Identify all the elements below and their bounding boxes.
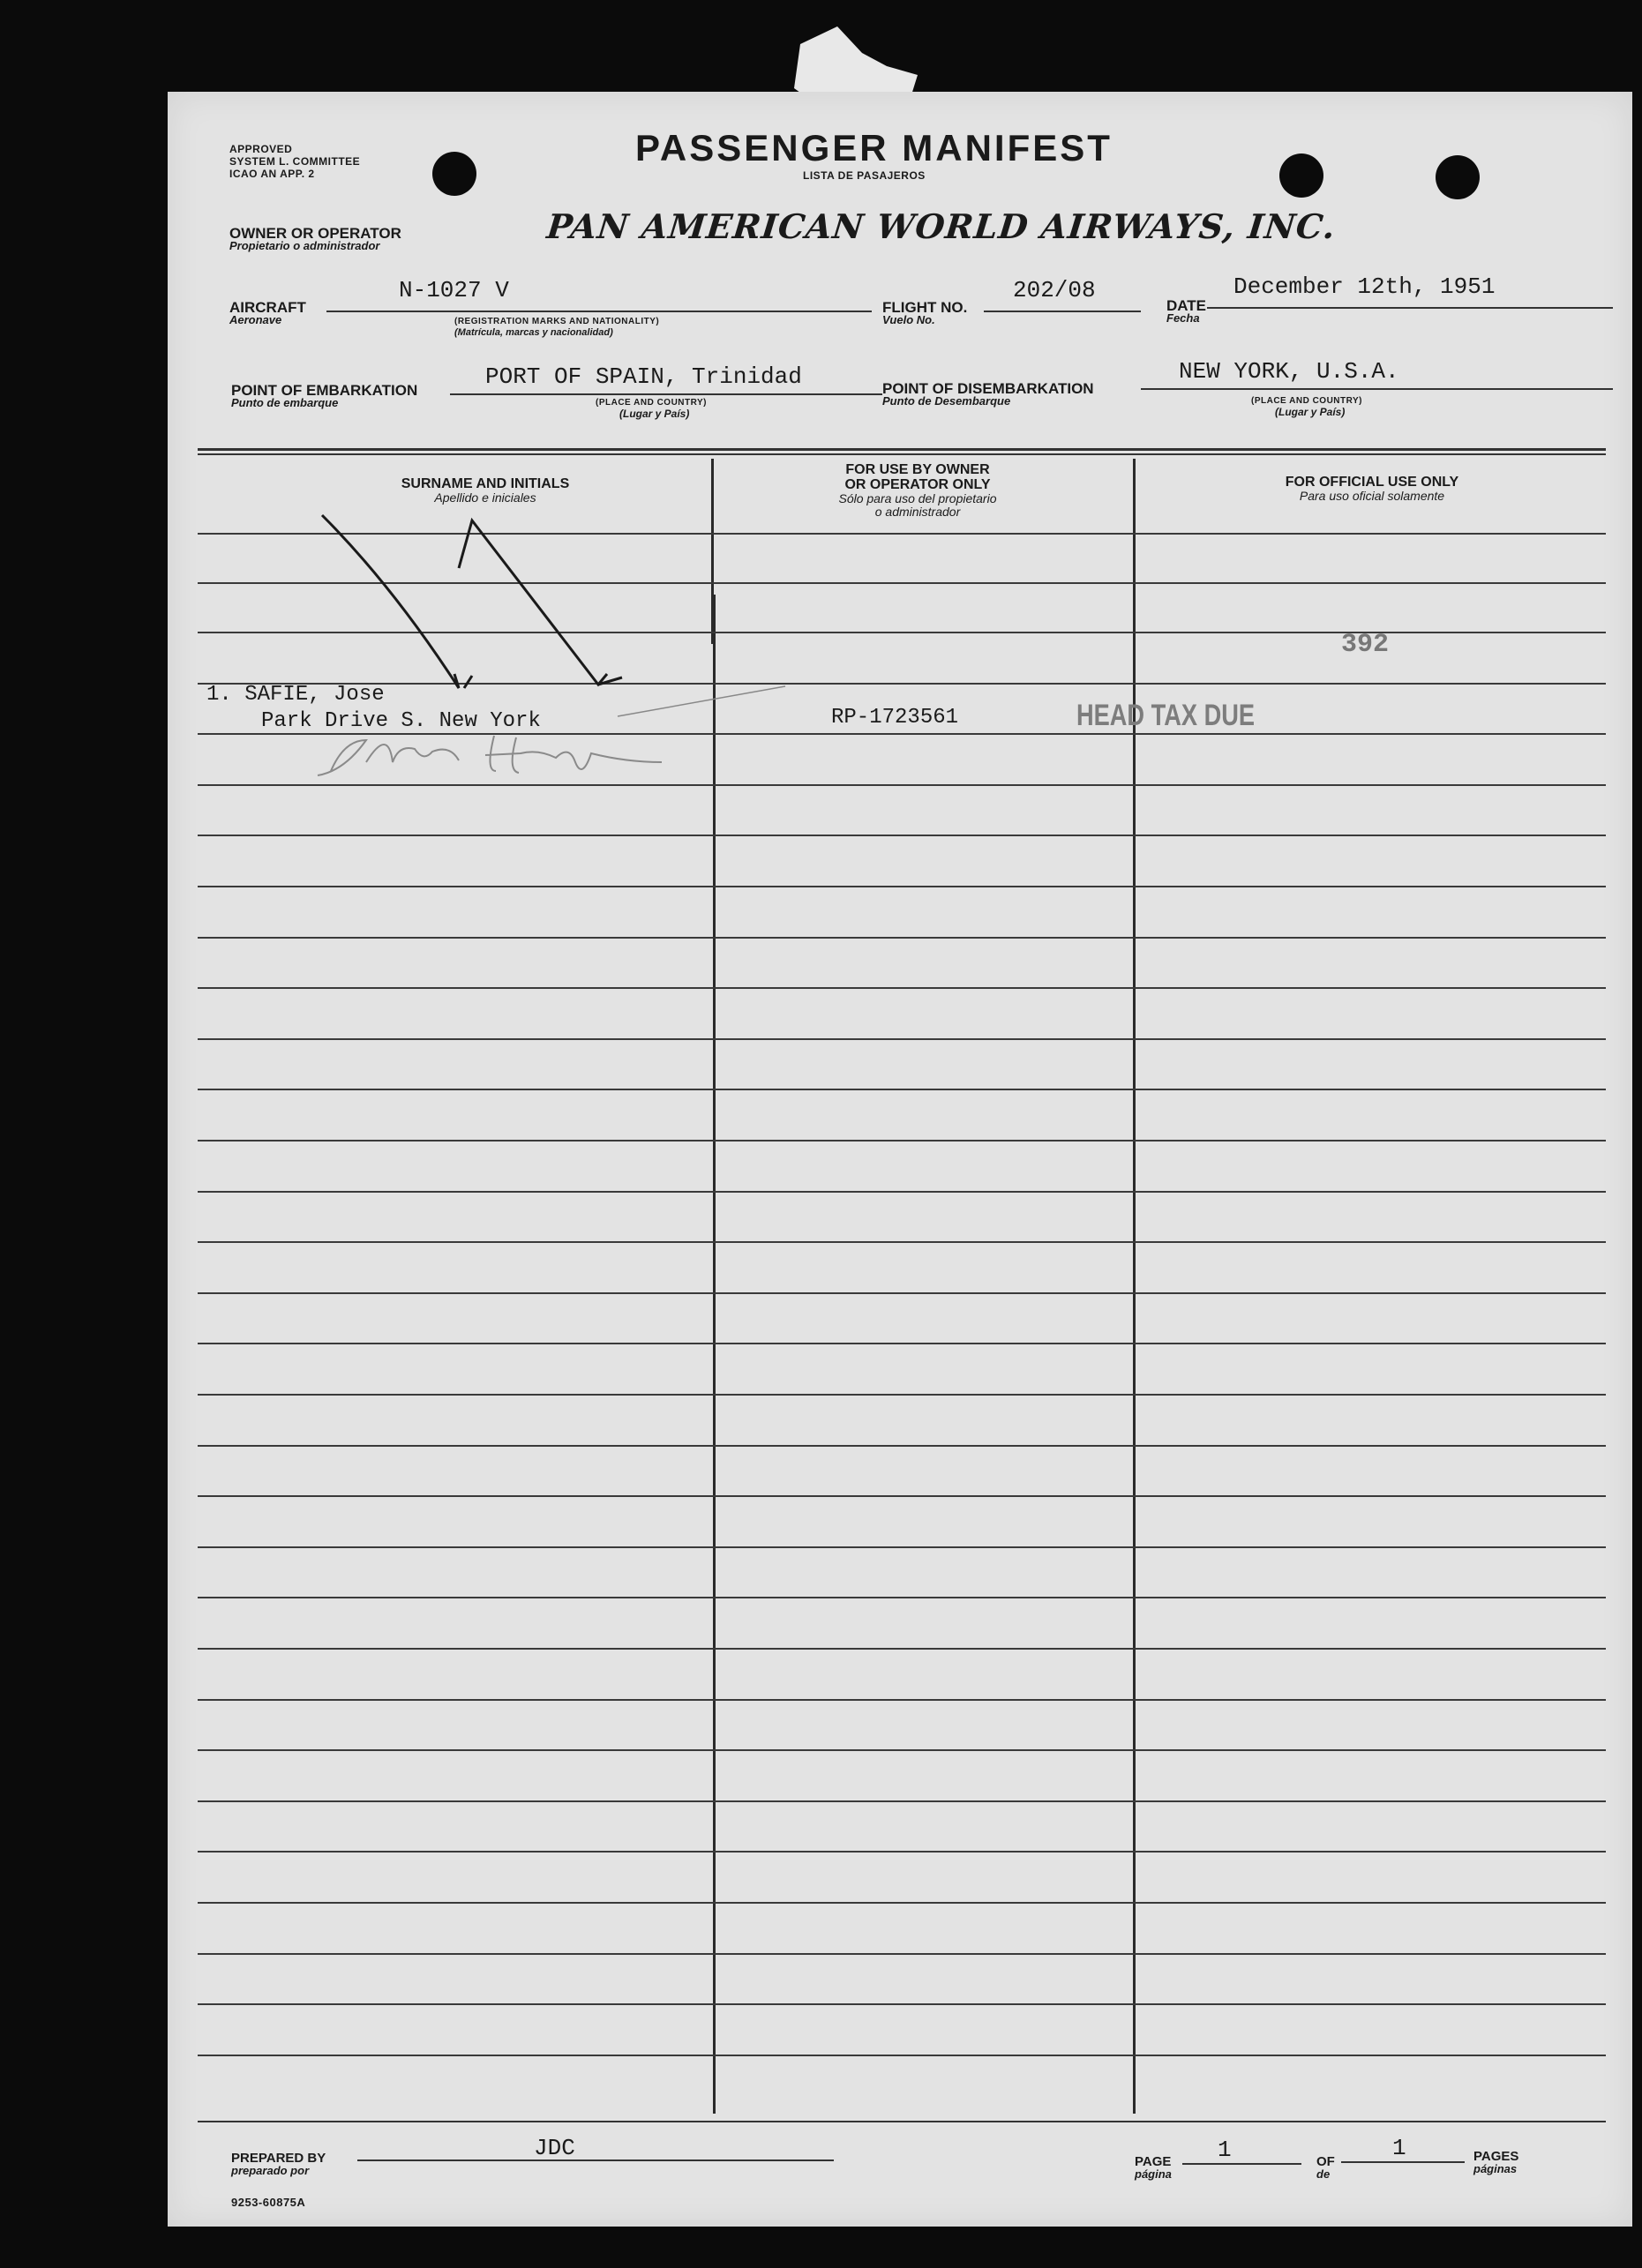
disembark-place-note-es: (Lugar y País) bbox=[1275, 406, 1346, 418]
head-tax-stamp: HEAD TAX DUE bbox=[1076, 699, 1255, 732]
date-label-es: Fecha bbox=[1166, 311, 1200, 325]
aircraft-value: N-1027 V bbox=[399, 277, 509, 303]
page-title: PASSENGER MANIFEST bbox=[635, 127, 1113, 168]
prepared-line bbox=[357, 2159, 834, 2161]
page-value: 1 bbox=[1218, 2137, 1232, 2163]
of-label-es: de bbox=[1316, 2167, 1331, 2181]
embark-value: PORT OF SPAIN, Trinidad bbox=[485, 363, 802, 390]
disembark-value: NEW YORK, U.S.A. bbox=[1179, 358, 1399, 385]
pencil-stroke bbox=[618, 686, 785, 716]
column-header-official: FOR OFFICIAL USE ONLY Para uso oficial solamente bbox=[1285, 475, 1459, 503]
page-title-es: LISTA DE PASAJEROS bbox=[803, 169, 926, 182]
owner-label-es: Propietario o administrador bbox=[229, 239, 380, 252]
prepared-value: JDC bbox=[534, 2135, 575, 2161]
ticket-number: RP-1723561 bbox=[831, 706, 959, 730]
footer-rule bbox=[198, 2121, 1606, 2122]
page-label: PAGE bbox=[1135, 2154, 1172, 2169]
of-label: OF bbox=[1316, 2154, 1335, 2169]
aircraft-label: AIRCRAFT bbox=[229, 299, 306, 316]
column-header-owner: FOR USE BY OWNER OR OPERATOR ONLY Sólo para uso del propietario o administrador bbox=[838, 462, 997, 519]
aircraft-note: (REGISTRATION MARKS AND NATIONALITY) bbox=[454, 317, 660, 326]
flight-value: 202/08 bbox=[1013, 277, 1096, 303]
of-value: 1 bbox=[1392, 2135, 1406, 2161]
of-line bbox=[1341, 2161, 1465, 2163]
flight-label-es: Vuelo No. bbox=[882, 313, 935, 326]
owner-value: PAN AMERICAN WORLD AIRWAYS, INC. bbox=[544, 206, 1338, 246]
date-label: DATE bbox=[1166, 297, 1207, 314]
passenger-name: 1. SAFIE, Jose bbox=[206, 683, 385, 707]
approval-note: APPROVED SYSTEM L. COMMITTEE ICAO AN APP. 2 bbox=[229, 143, 361, 180]
aircraft-label-es: Aeronave bbox=[229, 313, 282, 326]
prepared-label: PREPARED BY bbox=[231, 2151, 326, 2166]
pen-stroke bbox=[459, 520, 622, 685]
handwriting-marks bbox=[168, 92, 1632, 2227]
aircraft-note-es: (Matrícula, marcas y nacionalidad) bbox=[454, 327, 613, 338]
embark-place-note: (PLACE AND COUNTRY) bbox=[596, 398, 707, 408]
embark-label: POINT OF EMBARKATION bbox=[231, 382, 418, 399]
form-code: 9253-60875A bbox=[231, 2196, 306, 2209]
embark-place-note-es: (Lugar y País) bbox=[619, 408, 690, 420]
pen-stroke bbox=[322, 515, 472, 688]
pages-label: PAGES bbox=[1473, 2149, 1519, 2164]
owner-label: OWNER OR OPERATOR bbox=[229, 225, 401, 242]
manifest-sheet bbox=[168, 92, 1632, 2227]
prepared-label-es: preparado por bbox=[231, 2164, 310, 2177]
disembark-label: POINT OF DISEMBARKATION bbox=[882, 380, 1094, 397]
disembark-label-es: Punto de Desembarque bbox=[882, 394, 1011, 408]
date-value: December 12th, 1951 bbox=[1233, 273, 1496, 300]
embark-label-es: Punto de embarque bbox=[231, 396, 339, 409]
passenger-address: Park Drive S. New York bbox=[261, 709, 541, 733]
flight-label: FLIGHT NO. bbox=[882, 299, 968, 316]
page-label-es: página bbox=[1135, 2167, 1172, 2181]
signature bbox=[318, 736, 662, 775]
disembark-place-note: (PLACE AND COUNTRY) bbox=[1251, 396, 1362, 406]
page-line bbox=[1182, 2163, 1301, 2165]
official-number: 392 bbox=[1341, 630, 1390, 660]
pages-label-es: páginas bbox=[1473, 2162, 1518, 2175]
column-header-name: SURNAME AND INITIALS Apellido e iniciales bbox=[401, 476, 570, 505]
